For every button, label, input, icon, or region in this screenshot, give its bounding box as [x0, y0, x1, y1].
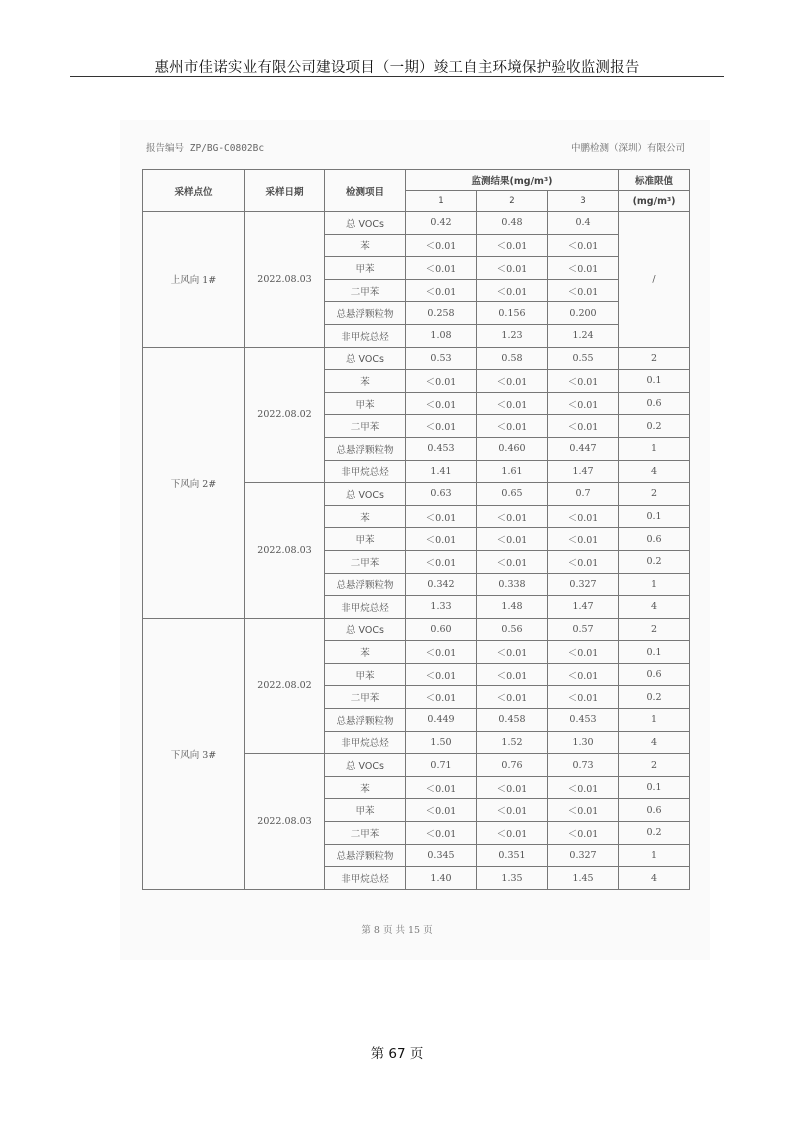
result-2-cell: 0.156: [477, 302, 548, 325]
result-2-cell: ＜0.01: [477, 279, 548, 302]
header-limit-unit: (mg/m³): [619, 191, 690, 212]
limit-cell: 2: [619, 347, 690, 370]
header-divider: [70, 76, 724, 77]
result-2-cell: ＜0.01: [477, 257, 548, 280]
item-cell: 非甲烷总烃: [325, 460, 406, 483]
item-cell: 总 VOCs: [325, 618, 406, 641]
result-3-cell: 0.7: [548, 483, 619, 506]
report-title: 惠州市佳诺实业有限公司建设项目（一期）竣工自主环境保护验收监测报告: [154, 60, 640, 76]
result-2-cell: 0.351: [477, 844, 548, 867]
header-result-2: 2: [477, 191, 548, 212]
item-cell: 总悬浮颗粒物: [325, 573, 406, 596]
result-2-cell: 0.76: [477, 754, 548, 777]
header-limit: 标准限值: [619, 170, 690, 191]
result-2-cell: 1.52: [477, 731, 548, 754]
location-cell: 下风向 2#: [143, 347, 245, 618]
result-1-cell: 1.40: [406, 867, 477, 890]
result-2-cell: ＜0.01: [477, 686, 548, 709]
item-cell: 总悬浮颗粒物: [325, 302, 406, 325]
limit-cell: 0.2: [619, 550, 690, 573]
result-2-cell: 1.23: [477, 324, 548, 347]
result-3-cell: 1.45: [548, 867, 619, 890]
result-2-cell: 0.48: [477, 212, 548, 235]
item-cell: 总 VOCs: [325, 483, 406, 506]
item-cell: 总 VOCs: [325, 212, 406, 235]
item-cell: 总悬浮颗粒物: [325, 844, 406, 867]
item-cell: 总悬浮颗粒物: [325, 437, 406, 460]
result-1-cell: ＜0.01: [406, 799, 477, 822]
result-1-cell: 0.453: [406, 437, 477, 460]
result-1-cell: ＜0.01: [406, 505, 477, 528]
item-cell: 二甲苯: [325, 686, 406, 709]
limit-cell: 1: [619, 844, 690, 867]
item-cell: 苯: [325, 505, 406, 528]
result-2-cell: ＜0.01: [477, 528, 548, 551]
result-3-cell: ＜0.01: [548, 257, 619, 280]
limit-cell: 1: [619, 709, 690, 732]
result-3-cell: 1.30: [548, 731, 619, 754]
header-date: 采样日期: [245, 170, 325, 212]
limit-cell: 0.6: [619, 392, 690, 415]
result-3-cell: ＜0.01: [548, 799, 619, 822]
limit-cell: 2: [619, 754, 690, 777]
header-result-3: 3: [548, 191, 619, 212]
result-1-cell: ＜0.01: [406, 822, 477, 845]
result-1-cell: 0.60: [406, 618, 477, 641]
result-3-cell: ＜0.01: [548, 528, 619, 551]
result-2-cell: ＜0.01: [477, 550, 548, 573]
result-3-cell: ＜0.01: [548, 279, 619, 302]
result-2-cell: 1.35: [477, 867, 548, 890]
result-1-cell: ＜0.01: [406, 279, 477, 302]
location-cell: 上风向 1#: [143, 212, 245, 348]
result-3-cell: 1.24: [548, 324, 619, 347]
result-1-cell: 1.41: [406, 460, 477, 483]
item-cell: 总悬浮颗粒物: [325, 709, 406, 732]
limit-cell: 1: [619, 437, 690, 460]
limit-cell: 0.2: [619, 686, 690, 709]
limit-cell: 0.1: [619, 641, 690, 664]
header-location: 采样点位: [143, 170, 245, 212]
item-cell: 苯: [325, 776, 406, 799]
item-cell: 二甲苯: [325, 279, 406, 302]
result-3-cell: ＜0.01: [548, 415, 619, 438]
limit-cell: 1: [619, 573, 690, 596]
date-cell: 2022.08.03: [245, 212, 325, 348]
table-row: [143, 212, 690, 235]
result-1-cell: 0.53: [406, 347, 477, 370]
item-cell: 甲苯: [325, 257, 406, 280]
result-1-cell: 0.345: [406, 844, 477, 867]
location-cell: 下风向 3#: [143, 618, 245, 889]
result-3-cell: ＜0.01: [548, 686, 619, 709]
result-3-cell: 0.327: [548, 573, 619, 596]
date-cell: 2022.08.02: [245, 618, 325, 754]
date-cell: 2022.08.02: [245, 347, 325, 483]
item-cell: 非甲烷总烃: [325, 867, 406, 890]
result-3-cell: 0.55: [548, 347, 619, 370]
result-2-cell: ＜0.01: [477, 663, 548, 686]
result-2-cell: ＜0.01: [477, 822, 548, 845]
result-3-cell: ＜0.01: [548, 370, 619, 393]
result-3-cell: ＜0.01: [548, 776, 619, 799]
limit-cell: 0.1: [619, 776, 690, 799]
result-1-cell: 1.50: [406, 731, 477, 754]
date-cell: 2022.08.03: [245, 754, 325, 890]
testing-company: 中鹏检测（深圳）有限公司: [570, 143, 685, 154]
item-cell: 总 VOCs: [325, 347, 406, 370]
limit-cell: 0.6: [619, 663, 690, 686]
result-2-cell: 0.65: [477, 483, 548, 506]
limit-cell: 0.6: [619, 528, 690, 551]
limit-cell: /: [619, 212, 690, 348]
item-cell: 非甲烷总烃: [325, 731, 406, 754]
item-cell: 二甲苯: [325, 822, 406, 845]
header-results: 监测结果(mg/m³): [406, 170, 619, 191]
result-1-cell: 0.258: [406, 302, 477, 325]
limit-cell: 4: [619, 596, 690, 619]
result-1-cell: 1.33: [406, 596, 477, 619]
result-1-cell: ＜0.01: [406, 550, 477, 573]
original-page-count: 第 8 页 共 15 页: [361, 925, 433, 936]
item-cell: 非甲烷总烃: [325, 596, 406, 619]
result-2-cell: ＜0.01: [477, 234, 548, 257]
result-1-cell: ＜0.01: [406, 641, 477, 664]
result-1-cell: ＜0.01: [406, 392, 477, 415]
result-1-cell: 0.42: [406, 212, 477, 235]
result-1-cell: 0.63: [406, 483, 477, 506]
limit-cell: 2: [619, 618, 690, 641]
result-1-cell: 1.08: [406, 324, 477, 347]
header-result-1: 1: [406, 191, 477, 212]
item-cell: 二甲苯: [325, 550, 406, 573]
result-2-cell: 1.61: [477, 460, 548, 483]
result-2-cell: ＜0.01: [477, 799, 548, 822]
limit-cell: 4: [619, 867, 690, 890]
result-2-cell: ＜0.01: [477, 415, 548, 438]
result-3-cell: 0.4: [548, 212, 619, 235]
result-1-cell: ＜0.01: [406, 257, 477, 280]
result-3-cell: ＜0.01: [548, 822, 619, 845]
item-cell: 甲苯: [325, 663, 406, 686]
item-cell: 二甲苯: [325, 415, 406, 438]
result-1-cell: 0.71: [406, 754, 477, 777]
item-cell: 苯: [325, 641, 406, 664]
result-2-cell: ＜0.01: [477, 392, 548, 415]
result-1-cell: ＜0.01: [406, 663, 477, 686]
item-cell: 苯: [325, 370, 406, 393]
result-2-cell: 0.458: [477, 709, 548, 732]
result-3-cell: 1.47: [548, 596, 619, 619]
result-2-cell: ＜0.01: [477, 641, 548, 664]
result-1-cell: ＜0.01: [406, 528, 477, 551]
limit-cell: 0.6: [619, 799, 690, 822]
result-2-cell: 1.48: [477, 596, 548, 619]
page-number: 第 67 页: [370, 1046, 424, 1062]
result-3-cell: 0.453: [548, 709, 619, 732]
result-1-cell: 0.449: [406, 709, 477, 732]
header-item: 检测项目: [325, 170, 406, 212]
limit-cell: 4: [619, 731, 690, 754]
result-3-cell: ＜0.01: [548, 392, 619, 415]
result-3-cell: 0.447: [548, 437, 619, 460]
report-number: 报告编号 ZP/BG-C0802Bc: [146, 143, 265, 154]
result-2-cell: 0.56: [477, 618, 548, 641]
item-cell: 苯: [325, 234, 406, 257]
result-2-cell: ＜0.01: [477, 370, 548, 393]
table-row: [143, 347, 690, 370]
result-3-cell: ＜0.01: [548, 505, 619, 528]
limit-cell: 0.1: [619, 370, 690, 393]
result-1-cell: ＜0.01: [406, 686, 477, 709]
result-3-cell: 0.200: [548, 302, 619, 325]
limit-cell: 2: [619, 483, 690, 506]
result-3-cell: ＜0.01: [548, 663, 619, 686]
result-1-cell: ＜0.01: [406, 370, 477, 393]
result-2-cell: ＜0.01: [477, 776, 548, 799]
result-1-cell: ＜0.01: [406, 234, 477, 257]
result-3-cell: 0.73: [548, 754, 619, 777]
result-3-cell: ＜0.01: [548, 550, 619, 573]
item-cell: 甲苯: [325, 528, 406, 551]
limit-cell: 0.2: [619, 415, 690, 438]
monitoring-results-table: [142, 169, 690, 890]
item-cell: 甲苯: [325, 799, 406, 822]
limit-cell: 4: [619, 460, 690, 483]
item-cell: 总 VOCs: [325, 754, 406, 777]
table-row: [143, 618, 690, 641]
result-3-cell: 1.47: [548, 460, 619, 483]
result-3-cell: ＜0.01: [548, 234, 619, 257]
limit-cell: 0.2: [619, 822, 690, 845]
date-cell: 2022.08.03: [245, 483, 325, 619]
result-2-cell: ＜0.01: [477, 505, 548, 528]
result-1-cell: ＜0.01: [406, 776, 477, 799]
result-1-cell: 0.342: [406, 573, 477, 596]
item-cell: 非甲烷总烃: [325, 324, 406, 347]
result-3-cell: ＜0.01: [548, 641, 619, 664]
result-2-cell: 0.58: [477, 347, 548, 370]
result-3-cell: 0.57: [548, 618, 619, 641]
result-3-cell: 0.327: [548, 844, 619, 867]
limit-cell: 0.1: [619, 505, 690, 528]
item-cell: 甲苯: [325, 392, 406, 415]
result-2-cell: 0.338: [477, 573, 548, 596]
result-1-cell: ＜0.01: [406, 415, 477, 438]
result-2-cell: 0.460: [477, 437, 548, 460]
